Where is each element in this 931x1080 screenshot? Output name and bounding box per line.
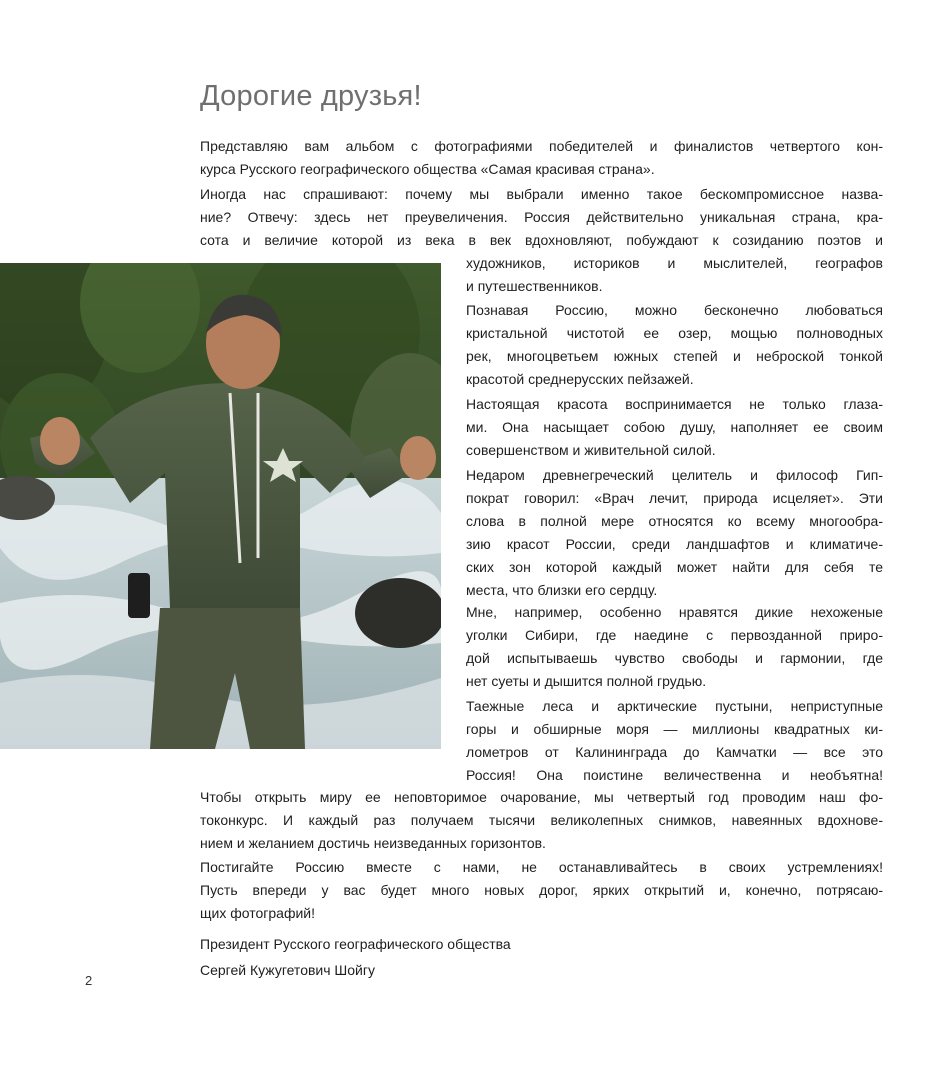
- text-line: Настоящая красота воспринимается не только глаза-: [466, 396, 883, 412]
- text-line: нием и желанием достичь неизведанных горизонтов.: [200, 835, 546, 851]
- text-line: рек, многоцветьем южных степей и неброской тонкой: [466, 348, 883, 364]
- text-line: Иногда нас спрашивают: почему мы выбрали именно такое бескомпромиссное назва-: [200, 186, 883, 202]
- paragraph-closing: [200, 856, 883, 925]
- text-line: пократ говорил: «Врач лечит, природа исцеляет». Эти: [466, 490, 883, 506]
- text-line: сота и величие которой из века в век вдохновляют, побуждают к созиданию поэтов и: [200, 232, 883, 248]
- text-line: лометров от Калининграда до Камчатки — все это: [466, 744, 883, 760]
- text-line: Россия! Она поистине величественна и необъятна!: [466, 767, 883, 783]
- paragraph-why: [200, 183, 883, 252]
- text-line: горы и обширные моря — миллионы квадратных ки-: [466, 721, 883, 737]
- paragraph-hippocrates: [466, 464, 883, 602]
- page-title: Дорогие друзья!: [200, 80, 422, 112]
- portrait-photo: [0, 263, 441, 749]
- text-line: Познавая Россию, можно бесконечно любоваться: [466, 302, 883, 318]
- text-line: Недаром древнегреческий целитель и философ Гип-: [466, 467, 883, 483]
- text-line: уголки Сибири, где наедине с первозданной приро-: [466, 627, 883, 643]
- text-line: Мне, например, особенно нравятся дикие нехоженые: [466, 604, 883, 620]
- text-line: и путешественников.: [466, 278, 603, 294]
- page-number: 2: [85, 973, 93, 988]
- paragraph-intro: [200, 135, 883, 181]
- text-line: ние? Отвечу: здесь нет преувеличения. Россия действительно уникальная страна, кра-: [200, 209, 883, 225]
- text-line: художников, историков и мыслителей, географов: [466, 255, 883, 271]
- text-line: Представляю вам альбом с фотографиями победителей и финалистов четвертого кон-: [200, 138, 883, 154]
- paragraph-why-continued: [466, 252, 883, 298]
- text-line: места, что близки его сердцу.: [466, 582, 658, 598]
- paragraph-true-beauty: [466, 393, 883, 462]
- text-line: токонкурс. И каждый раз получаем тысячи великолепных снимков, навеянных вдохнове-: [200, 812, 883, 828]
- text-line: слова в полной мере относятся ко всему многообра-: [466, 513, 883, 529]
- text-line: кристальной чистотой ее озер, мощью полноводных: [466, 325, 883, 341]
- signature-block: [200, 931, 511, 983]
- paragraph-taiga: [466, 695, 883, 787]
- text-line: нет суеты и дышится полной грудью.: [466, 673, 707, 689]
- text-line: курса Русского географического общества «Самая красивая страна».: [200, 161, 655, 177]
- text-line: дой испытываешь чувство свободы и гармонии, где: [466, 650, 883, 666]
- text-line: щих фотографий!: [200, 905, 315, 921]
- text-line: ми. Она насыщает собою душу, наполняет ее своим: [466, 419, 883, 435]
- text-line: Постигайте Россию вместе с нами, не останавливайтесь в своих устремлениях!: [200, 859, 883, 875]
- text-line: Чтобы открыть миру ее неповторимое очарование, мы четвертый год проводим наш фо-: [200, 789, 883, 805]
- text-line: красотой среднерусских пейзажей.: [466, 371, 694, 387]
- text-line: зию красот России, среди ландшафтов и климатиче-: [466, 536, 883, 552]
- text-line: ских зон которой каждый может найти для себя те: [466, 559, 883, 575]
- paragraph-photocontest: [200, 786, 883, 855]
- signature-position: Президент Русского географического общества: [200, 936, 511, 952]
- text-line: совершенством и живительной силой.: [466, 442, 716, 458]
- paragraph-discovering: [466, 299, 883, 391]
- signature-name: Сергей Кужугетович Шойгу: [200, 962, 375, 978]
- paragraph-siberia: [466, 601, 883, 693]
- text-line: Таежные леса и арктические пустыни, неприступные: [466, 698, 883, 714]
- text-line: Пусть впереди у вас будет много новых дорог, ярких открытий и, конечно, потрясаю-: [200, 882, 883, 898]
